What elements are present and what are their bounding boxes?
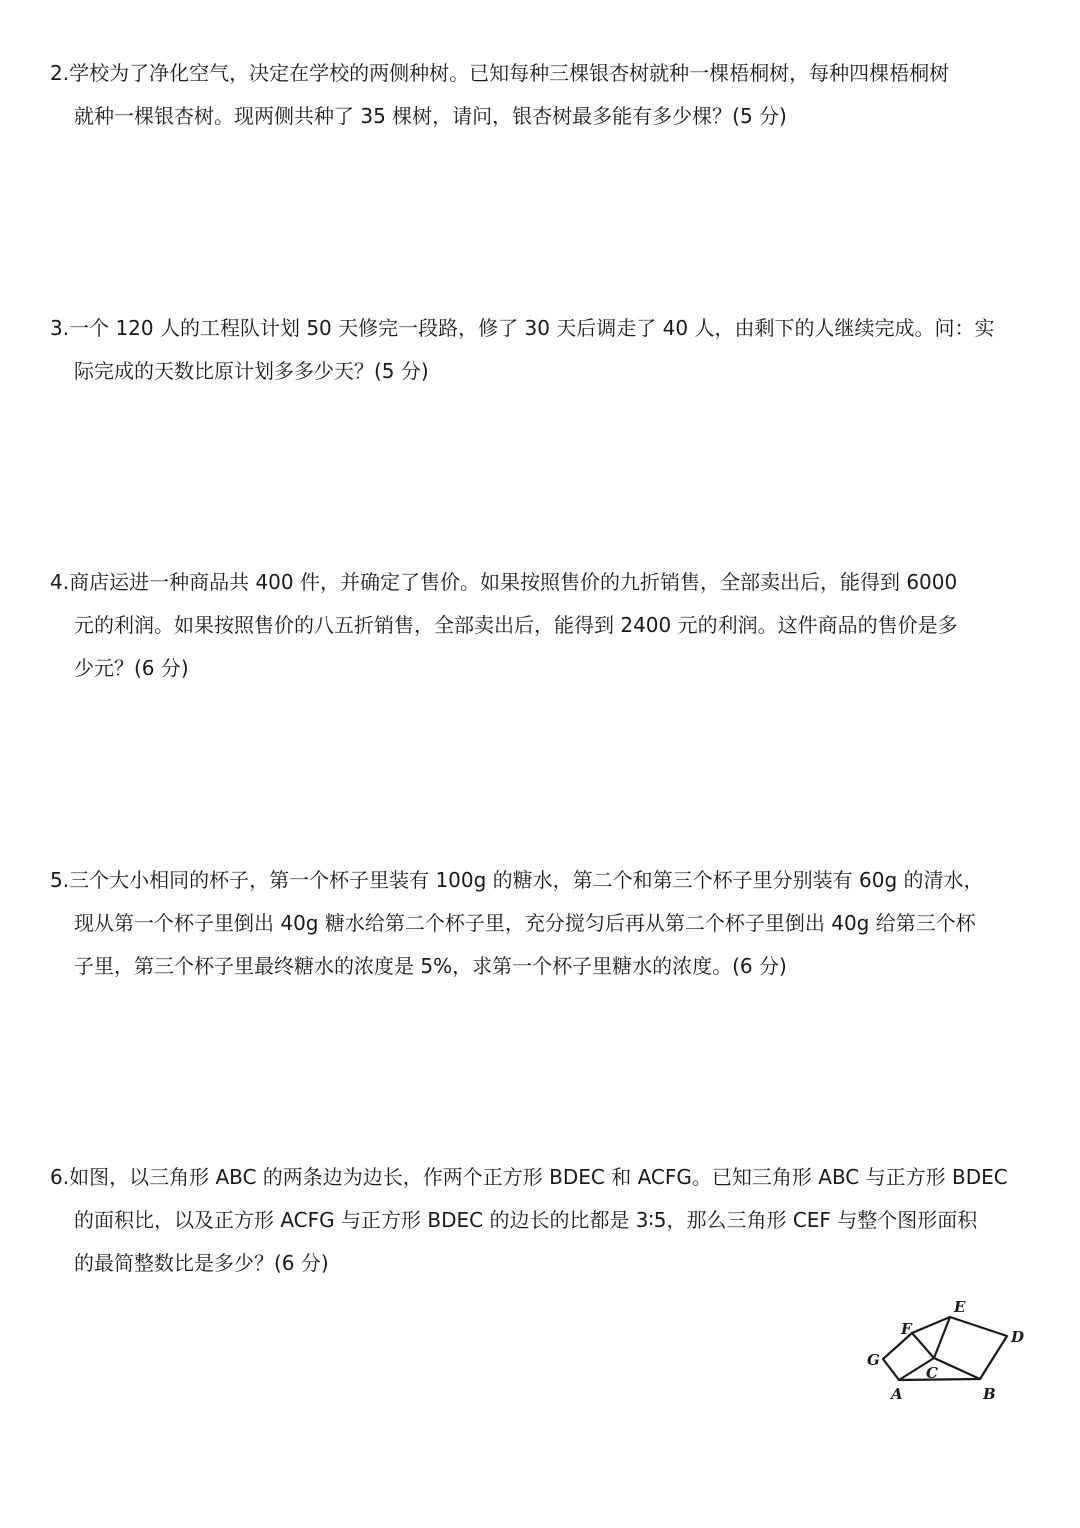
question-6 (50, 1156, 1040, 1285)
segment-ab (899, 1379, 980, 1380)
label-f: F (901, 1320, 912, 1338)
question-6-line-2: 的面积比，以及正方形 ACFG 与正方形 BDEC 的边长的比都是 3∶5，那么三角形 CEF 与整个图形面积 (74, 1208, 978, 1232)
label-c: C (926, 1364, 938, 1382)
label-a: A (891, 1385, 903, 1403)
question-2-line-2: 就种一棵银杏树。现两侧共种了 35 棵树，请问，银杏树最多能有多少棵？(5 分) (74, 104, 787, 128)
question-5-line-2: 现从第一个杯子里倒出 40g 糖水给第二个杯子里，充分搅匀后再从第二个杯子里倒出 40g 给第三个杯 (74, 911, 976, 935)
question-6-line-3: 的最简整数比是多少？(6 分) (74, 1251, 329, 1275)
label-g: G (867, 1351, 880, 1369)
question-3-line-2: 际完成的天数比原计划多多少天？(5 分) (74, 359, 429, 383)
question-5-line-1: 5.三个大小相同的杯子，第一个杯子里装有 100g 的糖水，第二个和第三个杯子里分别装有 60g 的清水， (50, 868, 984, 892)
square-bdec (934, 1317, 1007, 1379)
question-6-line-1: 6.如图，以三角形 ABC 的两条边为边长，作两个正方形 BDEC 和 ACFG。已知三角形 ABC 与正方形 BDEC (50, 1165, 1008, 1189)
question-4-line-3: 少元？(6 分) (74, 656, 189, 680)
question-2 (50, 52, 1040, 138)
question-5-line-3: 子里，第三个杯子里最终糖水的浓度是 5%，求第一个杯子里糖水的浓度。(6 分) (74, 954, 787, 978)
label-b: B (983, 1385, 996, 1403)
question-2-line-1: 2.学校为了净化空气，决定在学校的两侧种树。已知每种三棵银杏树就种一棵梧桐树，每种四棵梧桐树 (50, 61, 950, 85)
question-4-line-2: 元的利润。如果按照售价的八五折销售，全部卖出后，能得到 2400 元的利润。这件商品的售价是多 (74, 613, 958, 637)
question-3 (50, 307, 1040, 393)
label-e: E (954, 1298, 966, 1316)
question-4-line-1: 4.商店运进一种商品共 400 件，并确定了售价。如果按照售价的九折销售，全部卖出后，能得到 6000 (50, 570, 958, 594)
question-4 (50, 561, 1040, 690)
question-5 (50, 859, 1040, 988)
label-d: D (1011, 1328, 1025, 1346)
question-3-line-1: 3.一个 120 人的工程队计划 50 天修完一段路，修了 30 天后调走了 40 人，由剩下的人继续完成。问：实 (50, 316, 995, 340)
geometry-figure (862, 1292, 1034, 1414)
